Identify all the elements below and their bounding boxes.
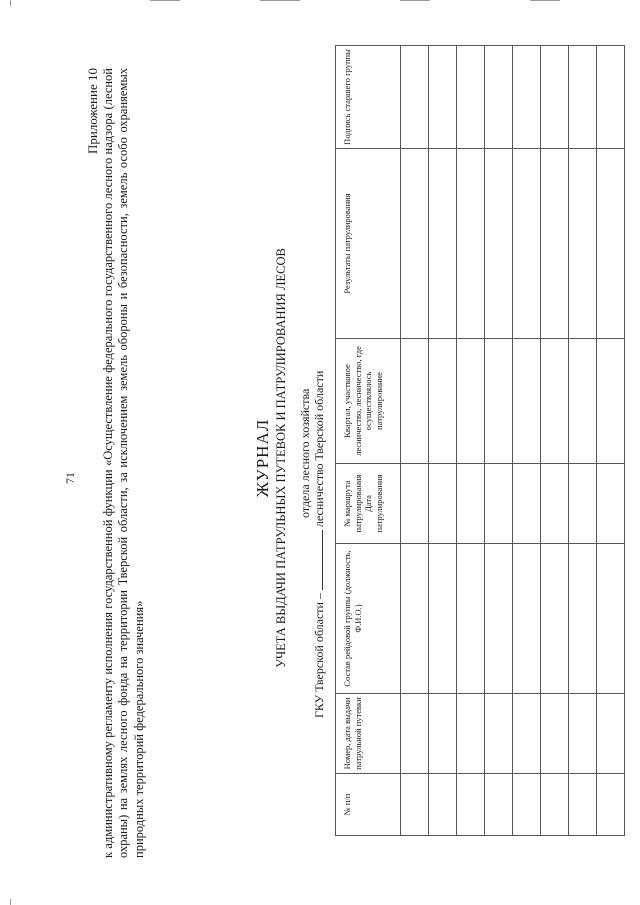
journal-title: ЖУРНАЛ (253, 418, 272, 498)
appendix-block (85, 68, 147, 858)
table-cell (513, 149, 541, 339)
scan-mark (10, 899, 11, 905)
scan-mark (150, 0, 180, 1)
table-cell (597, 46, 625, 149)
header-cell: Результаты патрулирования (336, 149, 401, 339)
header-cell: № маршрута патрулирования Дата патрулирования (336, 464, 401, 544)
table-cell (569, 774, 597, 836)
table-cell (429, 46, 457, 149)
gku-suffix: лесничество Тверской области (312, 370, 326, 528)
scan-mark (530, 0, 560, 1)
table-cell (513, 544, 541, 694)
table-cell (485, 774, 513, 836)
table-cell (485, 46, 513, 149)
table-cell (457, 339, 485, 464)
table-header-row (336, 46, 401, 836)
table-cell (541, 464, 569, 544)
table-cell (541, 46, 569, 149)
table-cell (513, 464, 541, 544)
table-cell (401, 464, 429, 544)
table-cell (597, 694, 625, 774)
table-cell (569, 694, 597, 774)
header-cell: Номер, дата выдачи патрульной путевки (336, 694, 401, 774)
table-cell (541, 544, 569, 694)
table-cell (401, 339, 429, 464)
page-number: 71 (63, 472, 77, 484)
table-cell (597, 149, 625, 339)
table-cell (401, 694, 429, 774)
table-row (401, 46, 429, 836)
table-cell (513, 774, 541, 836)
table-cell (457, 46, 485, 149)
table-cell (401, 774, 429, 836)
appendix-title: Приложение 10 (85, 68, 100, 155)
gku-prefix: ГКУ Тверской области – (312, 593, 326, 718)
table-row (429, 46, 457, 836)
table-cell (429, 464, 457, 544)
table-cell (513, 694, 541, 774)
table-cell (541, 694, 569, 774)
table-cell (401, 149, 429, 339)
appendix-text: к административному регламенту исполнения государственной функции «Осуществление федерального государственного лесного надзора (лесной охраны) на землях лесного фонда на территории Тверской области, за исключением земель обороны и безопасности, земель особо охраняемых природных территорий федерального значения» (100, 68, 146, 858)
table-cell (569, 149, 597, 339)
table-cell (569, 339, 597, 464)
table-cell (541, 149, 569, 339)
table-cell (457, 694, 485, 774)
table-cell (429, 544, 457, 694)
table-cell (597, 464, 625, 544)
table-cell (569, 46, 597, 149)
scan-mark (400, 0, 430, 1)
table-cell (485, 464, 513, 544)
blank-line (322, 530, 323, 590)
table-row (457, 46, 485, 836)
table-body (401, 46, 625, 836)
table-cell (429, 694, 457, 774)
table-cell (569, 464, 597, 544)
header-cell: № п/п (336, 774, 401, 836)
table-cell (457, 149, 485, 339)
header-cell: Подпись старшего группы (336, 46, 401, 149)
table-cell (597, 339, 625, 464)
scan-mark (10, 0, 11, 6)
table-cell (401, 544, 429, 694)
table-row (569, 46, 597, 836)
organization-line (298, 218, 326, 718)
journal-heading (253, 28, 289, 888)
table-row (485, 46, 513, 836)
table-cell (485, 544, 513, 694)
table-cell (485, 149, 513, 339)
table-cell (513, 46, 541, 149)
table-cell (569, 544, 597, 694)
header-cell: Квартал, участковое лесничество, лесничество, где осуществлялось патрулирование (336, 339, 401, 464)
table-cell (429, 149, 457, 339)
header-cell: Состав рейдовой группы (должность, Ф.И.О.) (336, 544, 401, 694)
journal-table (335, 45, 625, 836)
table-cell (457, 464, 485, 544)
table-cell (485, 339, 513, 464)
table-cell (457, 774, 485, 836)
table-cell (401, 46, 429, 149)
table-cell (597, 544, 625, 694)
table-cell (513, 339, 541, 464)
table-cell (429, 339, 457, 464)
table-row (513, 46, 541, 836)
table-cell (541, 774, 569, 836)
table-cell (541, 339, 569, 464)
table-row (597, 46, 625, 836)
table-cell (457, 544, 485, 694)
forestry-note: отдела лесного хозяйства (298, 388, 312, 518)
table-row (541, 46, 569, 836)
journal-subtitle: УЧЕТА ВЫДАЧИ ПАТРУЛЬНЫХ ПУТЕВОК И ПАТРУЛИРОВАНИЯ ЛЕСОВ (274, 248, 288, 668)
scan-mark (260, 0, 300, 1)
table-cell (485, 694, 513, 774)
table-cell (429, 774, 457, 836)
table-cell (597, 774, 625, 836)
rotated-landscape-content (35, 28, 635, 888)
